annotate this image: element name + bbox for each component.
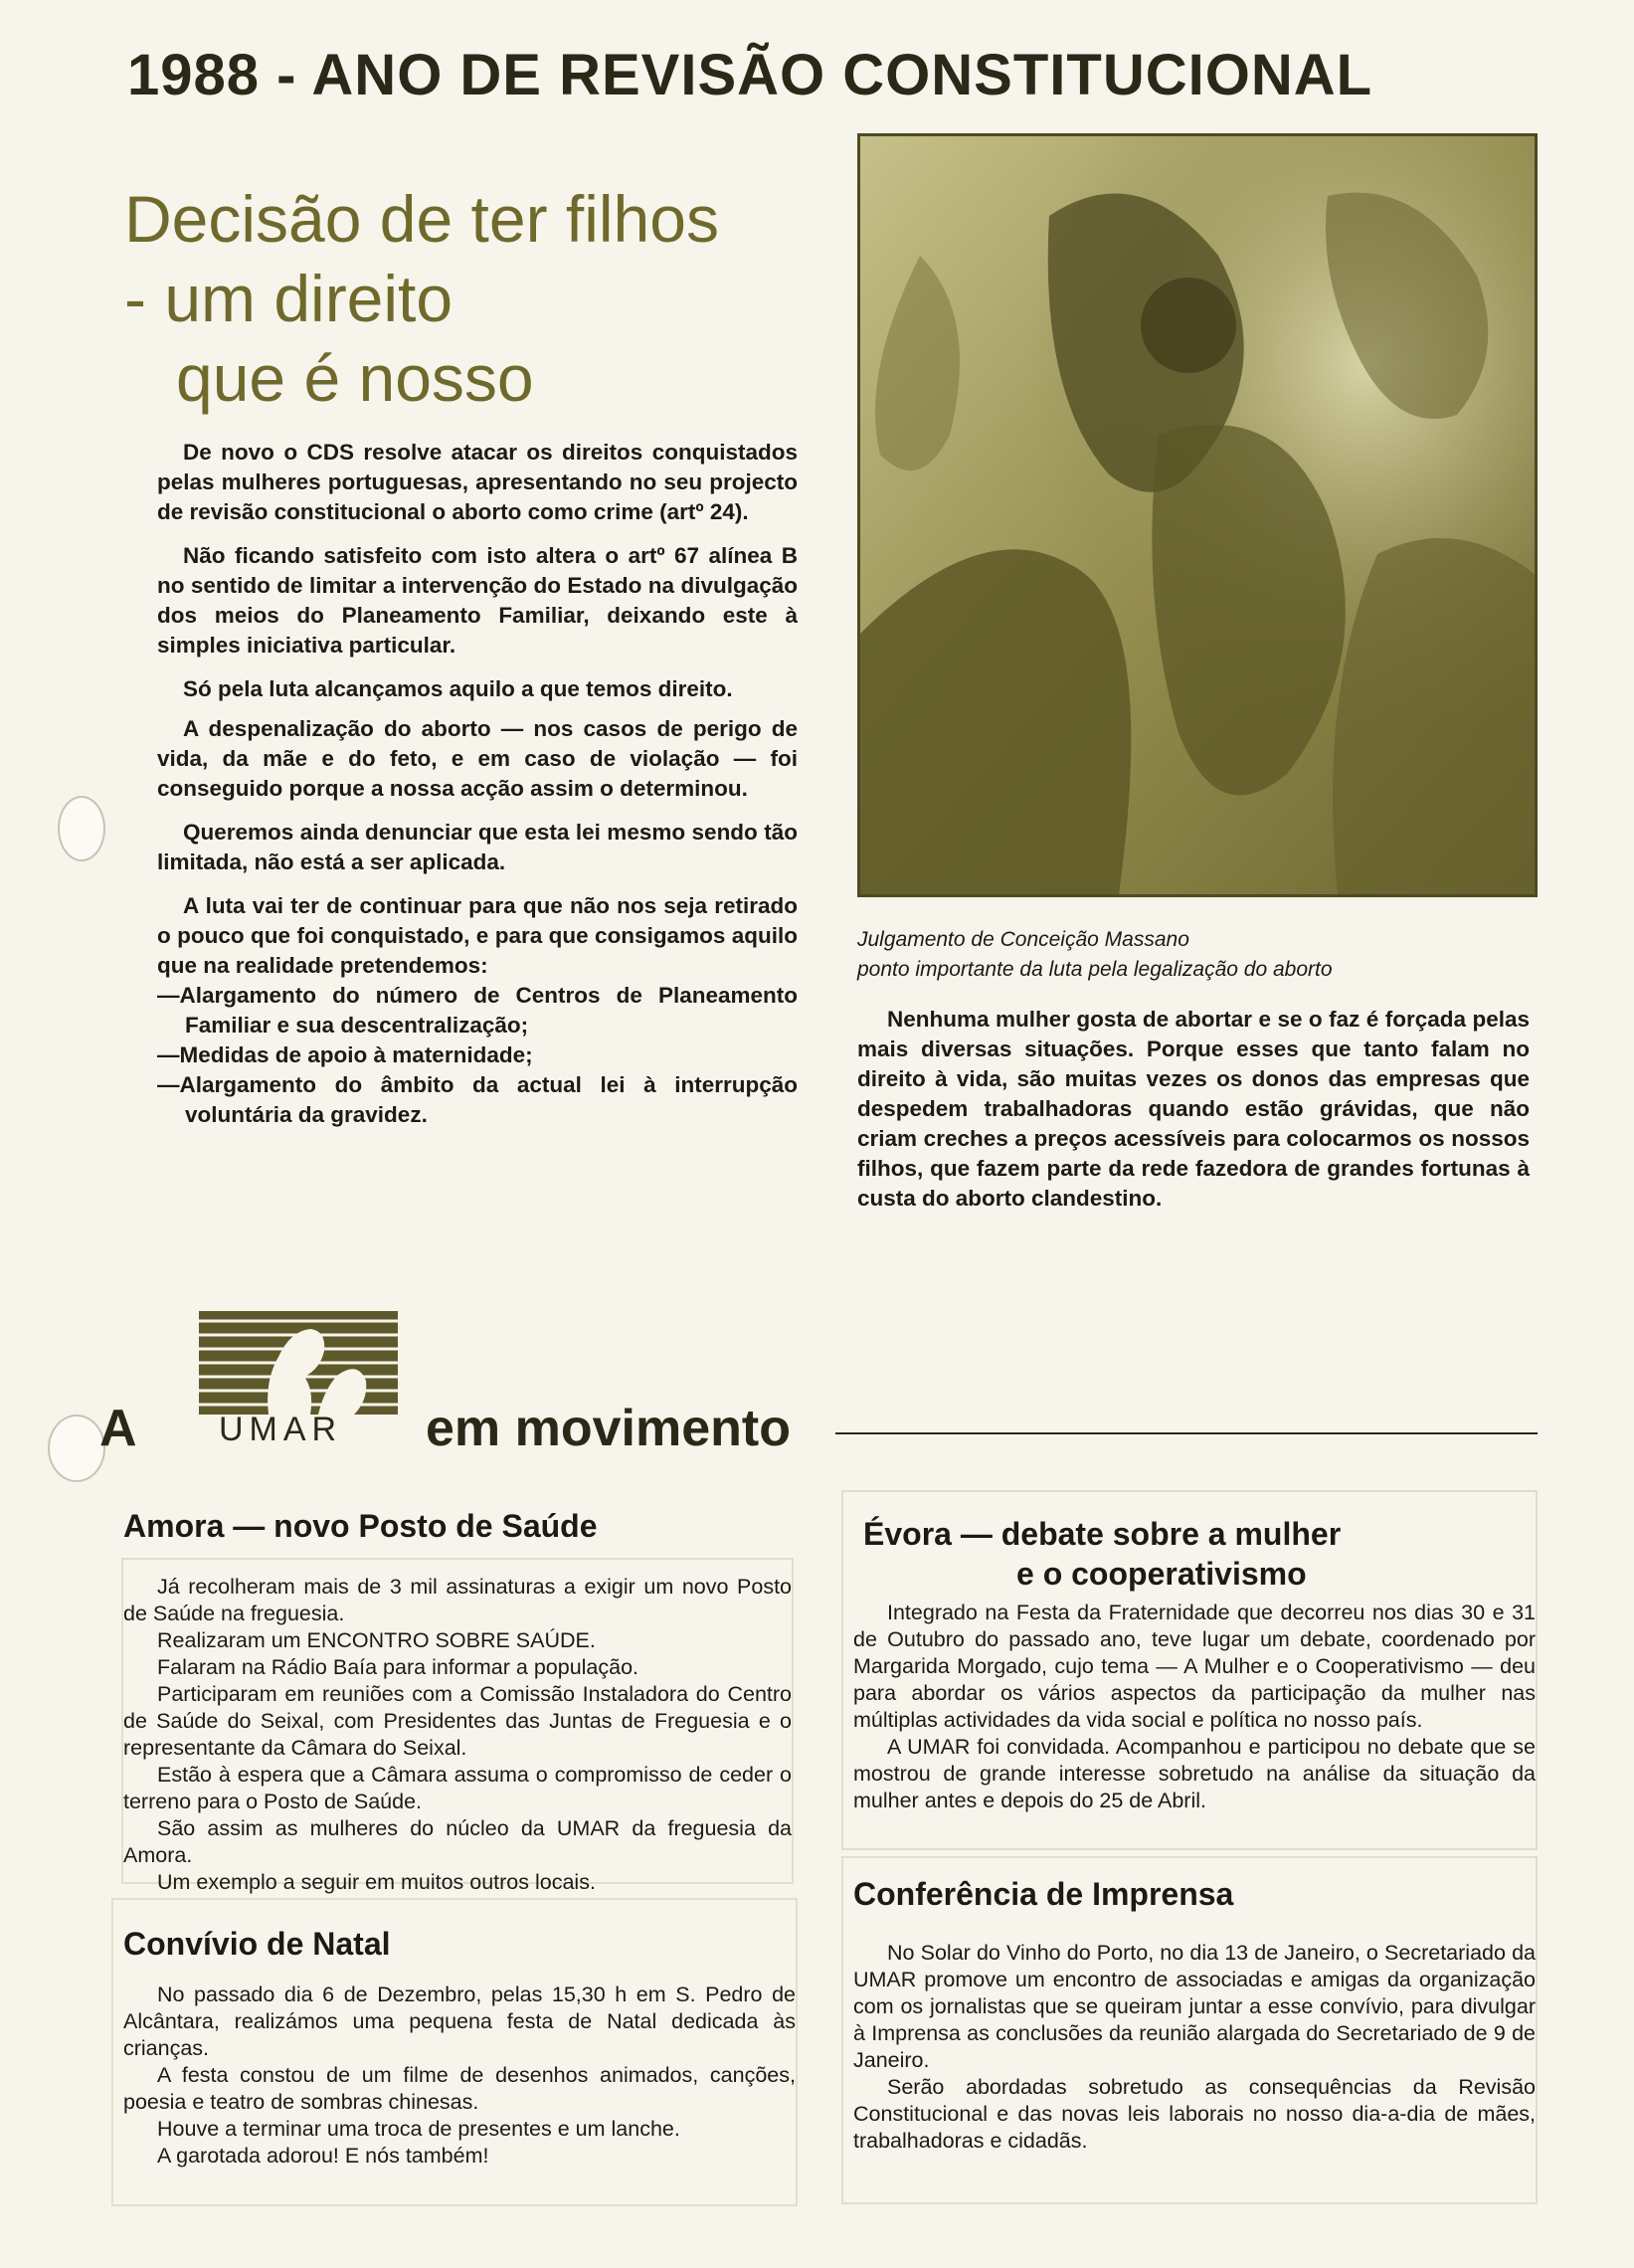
demand-item: —Alargamento do número de Centros de Planeamento Familiar e sua descentralização;: [157, 983, 798, 1038]
amora-paragraph: Realizaram um ENCONTRO SOBRE SAÚDE.: [157, 1628, 596, 1652]
natal-paragraph: A garotada adorou! E nós também!: [157, 2144, 489, 2168]
conferencia-paragraph: No Solar do Vinho do Porto, no dia 13 de Janeiro, o Secretariado da UMAR promove um encontro de associadas e amigas da organização com os jornalistas que se queiram juntar a esse convívio, para divulgar à Imprensa as conclusões da reunião alargada do Secretariado de 9 de Janeiro.: [853, 1941, 1536, 2072]
article-paragraph: Não ficando satisfeito com isto altera o artº 67 alínea B no sentido de limitar a intervenção do Estado na divulgação dos meios do Planeamento Familiar, deixando este à simples iniciativa particular.: [157, 543, 798, 658]
protest-photo-illustration: [860, 136, 1535, 894]
article-right-paragraph: Nenhuma mulher gosta de abortar e se o faz é forçada pelas mais diversas situações. Porque esses que tanto falam no direito à vida, são muitas vezes os donos das empresas que despedem trabalhadoras quando estão grávidas, que não criam creches a preços acessíveis para colocarmos os nossos filhos, que fazem parte da rede fazedora de grandes fortunas à custa do aborto clandestino.: [857, 1007, 1530, 1211]
amora-box: [121, 1558, 794, 1894]
protest-photo: [857, 133, 1538, 897]
evora-paragraph: A UMAR foi convidada. Acompanhou e participou no debate que se mostrou de grande interesse sobretudo na análise da situação da mulher antes e depois do 25 de Abril.: [853, 1735, 1536, 1812]
photo-caption-line-2: ponto importante da luta pela legalização do aborto: [857, 958, 1333, 981]
article-title-line-1: Decisão de ter filhos: [124, 182, 719, 256]
umar-prefix: A: [99, 1400, 137, 1457]
amora-title: Amora — novo Posto de Saúde: [123, 1508, 598, 1544]
conferencia-box: [841, 1856, 1538, 2204]
page-header-title: 1988 - ANO DE REVISÃO CONSTITUCIONAL: [127, 43, 1373, 107]
photo-caption: [857, 925, 1553, 985]
natal-paragraph: No passado dia 6 de Dezembro, pelas 15,30 h em S. Pedro de Alcântara, realizámos uma pequena festa de Natal dedicada às crianças.: [123, 1983, 796, 2060]
demand-item: —Medidas de apoio à maternidade;: [157, 1042, 533, 1067]
amora-paragraph: Falaram na Rádio Baía para informar a população.: [157, 1655, 639, 1679]
binder-hole: [58, 796, 105, 861]
article-paragraph: A despenalização do aborto — nos casos de perigo de vida, da mãe e do feto, e em caso de violação — foi conseguido porque a nossa acção assim o determinou.: [157, 716, 798, 801]
amora-paragraph: Já recolheram mais de 3 mil assinaturas a exigir um novo Posto de Saúde na freguesia.: [123, 1575, 792, 1625]
evora-title: [853, 1514, 1536, 1594]
evora-title-line-1: Évora — debate sobre a mulher: [863, 1516, 1342, 1552]
umar-suffix: em movimento: [426, 1400, 791, 1457]
conferencia-paragraph: Serão abordadas sobretudo as consequências da Revisão Constitucional e das novas leis laborais no nosso dia-a-dia de mães, trabalhadoras e cidadãs.: [853, 2075, 1536, 2153]
natal-paragraph: Houve a terminar uma troca de presentes e um lanche.: [157, 2117, 680, 2141]
amora-paragraph: Estão à espera que a Câmara assuma o compromisso de ceder o terreno para o Posto de Saúde.: [123, 1763, 792, 1813]
article-title-line-2: - um direito: [124, 262, 454, 335]
amora-paragraph: Um exemplo a seguir em muitos outros locais.: [157, 1870, 596, 1894]
article-title-line-3: que é nosso: [176, 341, 534, 415]
natal-paragraph: A festa constou de um filme de desenhos animados, canções, poesia e teatro de sombras chinesas.: [123, 2063, 796, 2114]
article-paragraph: A luta vai ter de continuar para que não nos seja retirado o pouco que foi conquistado, e para que consigamos aquilo que na realidade pretendemos:: [157, 893, 798, 978]
article-body: [157, 438, 798, 1130]
evora-paragraph: Integrado na Festa da Fraternidade que decorreu nos dias 30 e 31 de Outubro do passado ano, teve lugar um debate, coordenado por Margarida Morgado, cujo tema — A Mulher e o Cooperativismo — deu para abordar os vários aspectos da participação da mulher nas múltiplas actividades da vida social e política no nosso país.: [853, 1601, 1536, 1732]
article-paragraph: De novo o CDS resolve atacar os direitos conquistados pelas mulheres portuguesas, apresentando no seu projecto de revisão constitucional o aborto como crime (artº 24).: [157, 440, 798, 524]
natal-title: Convívio de Natal: [123, 1926, 391, 1962]
evora-box: [841, 1490, 1538, 1850]
umar-section-header: [99, 1303, 1542, 1462]
article-paragraph: Queremos ainda denunciar que esta lei mesmo sendo tão limitada, não está a ser aplicada.: [157, 820, 798, 874]
umar-logo-graphic: [199, 1311, 398, 1415]
amora-section: [123, 1506, 800, 1546]
photo-caption-line-1: Julgamento de Conceição Massano: [857, 928, 1189, 951]
section-divider-line: [835, 1432, 1538, 1434]
evora-title-line-2: e o cooperativismo: [1016, 1556, 1307, 1592]
umar-logo-text: UMAR: [219, 1411, 343, 1448]
binder-hole: [48, 1415, 105, 1482]
demand-item: —Alargamento do âmbito da actual lei à interrupção voluntária da gravidez.: [157, 1072, 798, 1127]
amora-paragraph: Participaram em reuniões com a Comissão Instaladora do Centro de Saúde do Seixal, com Presidentes das Juntas de Freguesia e o representante da Câmara do Seixal.: [123, 1682, 792, 1760]
amora-paragraph: São assim as mulheres do núcleo da UMAR da freguesia da Amora.: [123, 1816, 792, 1867]
demands-list: [157, 981, 798, 1130]
article-title: [124, 179, 860, 418]
natal-box: [111, 1898, 798, 2206]
conferencia-title: Conferência de Imprensa: [853, 1876, 1234, 1912]
article-paragraph: Só pela luta alcançamos aquilo a que temos direito.: [183, 676, 733, 701]
